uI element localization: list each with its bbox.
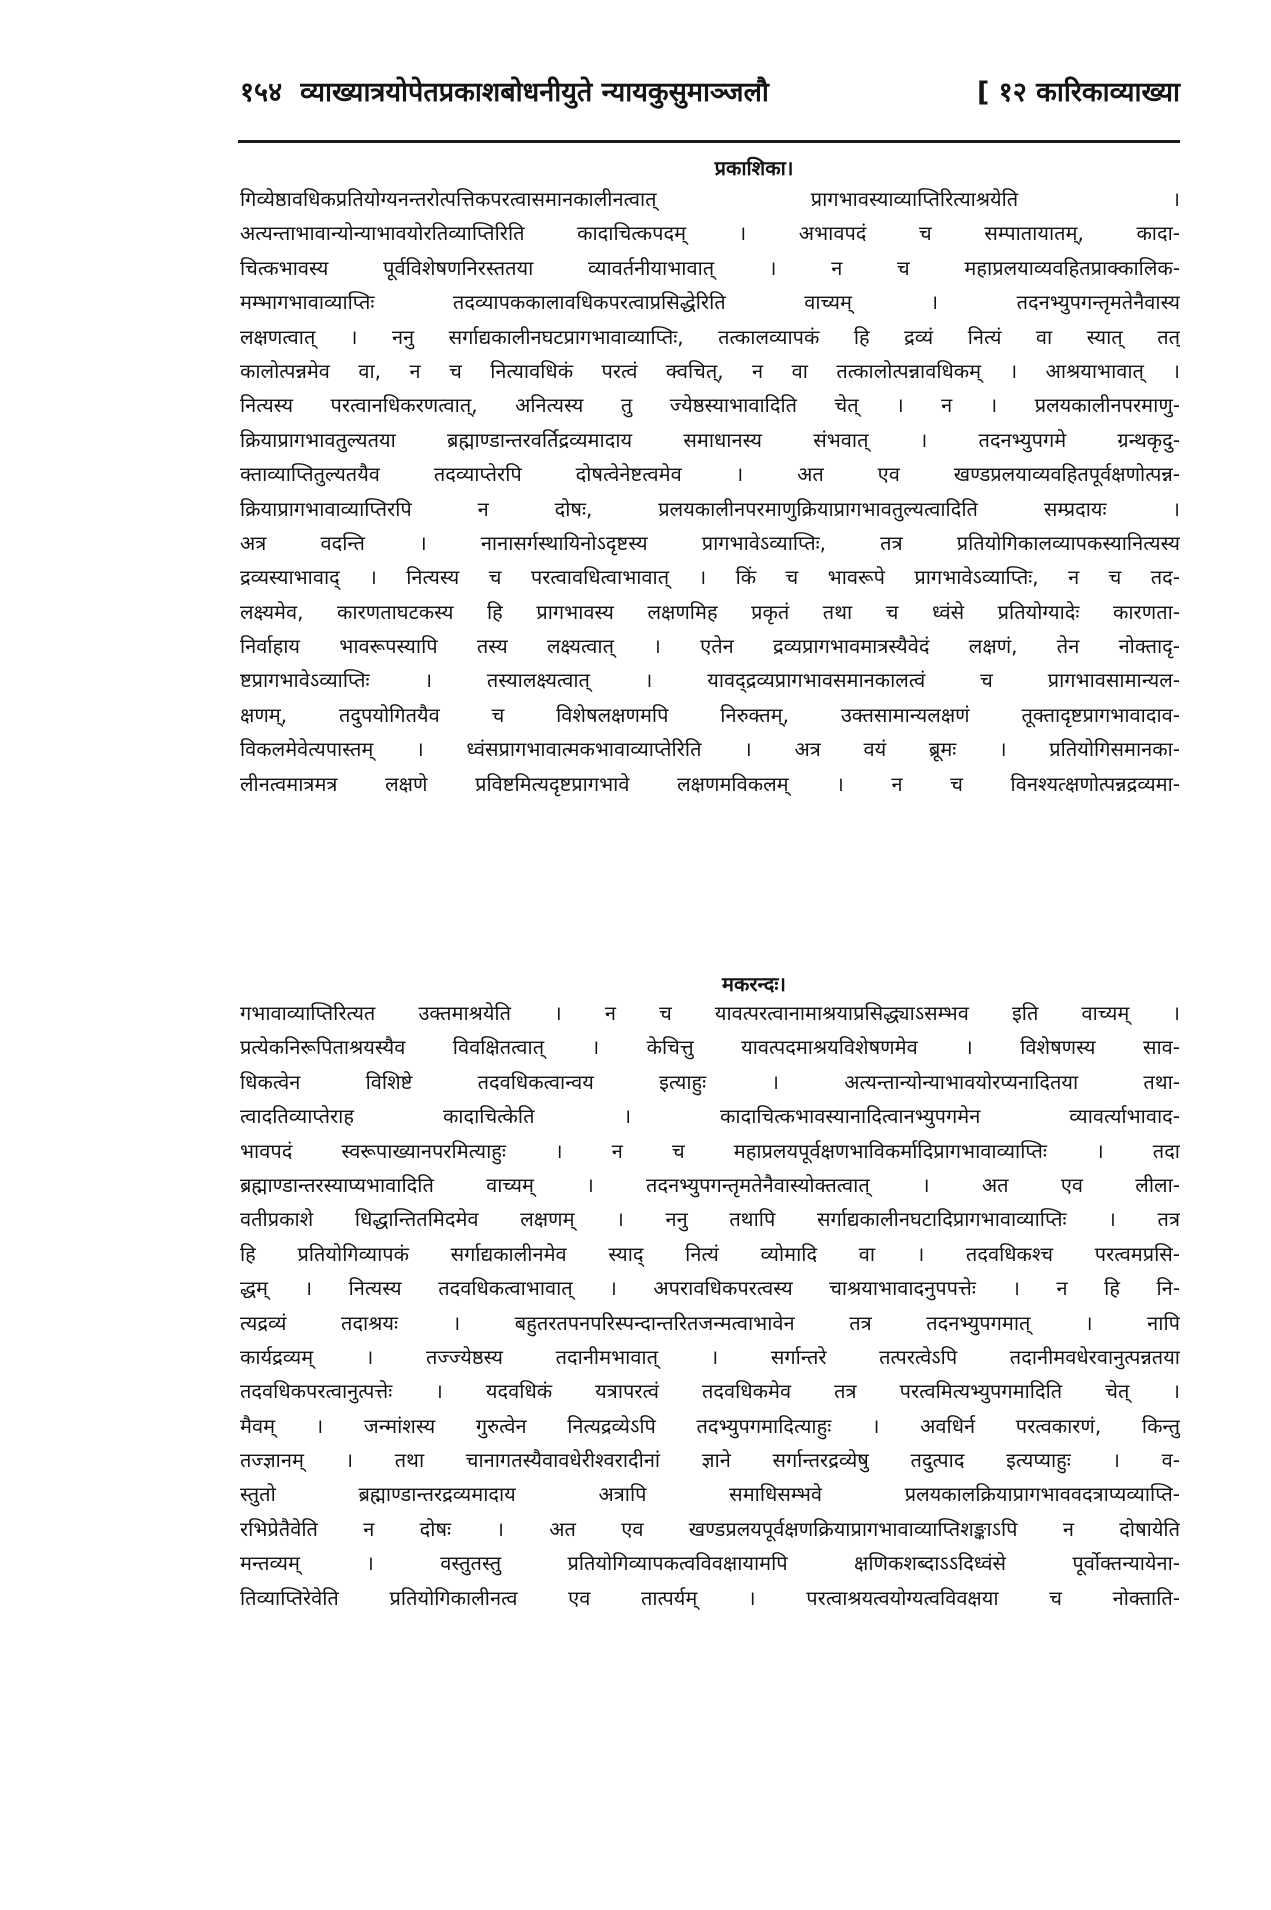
- text-line: लीनत्वमात्रमत्र लक्षणे प्रविष्टमित्यदृष्टप्रागभावे लक्षणमविकलम् । न च विनश्यत्क्षणोत्पन्नद्रव्यमा-: [240, 771, 1180, 796]
- commentary-block-prakashika: [240, 182, 1180, 801]
- text-line: क्रियाप्रागभावतुल्यतया ब्रह्माण्डान्तरवर्तिद्रव्यमादाय समाधानस्य संभवात् । तदनभ्युपगमे ग्रन्थकृदु-: [240, 427, 1180, 452]
- text-line: ष्टप्रागभावेऽव्याप्तिः । तस्यालक्ष्यत्वात् । यावद्द्रव्यप्रागभावसमानकालत्वं च प्रागभावसामान्यल-: [240, 668, 1180, 693]
- page-number: १५४: [240, 77, 283, 108]
- text-line: गिव्येष्ठावधिकप्रतियोग्यनन्तरोत्पत्तिकपरत्वासमानकालीनत्वात् प्रागभावस्याव्याप्तिरित्याश्रयेति ।: [240, 187, 1180, 211]
- text-line: तज्ज्ञानम् । तथा चानागतस्यैवावधेरीश्वरादीनां ज्ञाने सर्गान्तरद्रव्येषु तदुत्पाद इत्यप्याहुः । व-: [240, 1448, 1180, 1473]
- text-line: नित्यस्य परत्वानधिकरणत्वात्, अनित्यस्य तु ज्येष्ठस्याभावादिति चेत् । न । प्रलयकालीनपरमाणु-: [240, 393, 1180, 418]
- text-line: क्ताव्याप्तितुल्यतयैव तदव्याप्तेरपि दोषत्वेनेष्टत्वमेव । अत एव खण्डप्रलयाव्यवहितपूर्वक्षणोत्पन्न-: [240, 462, 1180, 487]
- running-header: [240, 72, 1180, 116]
- section-heading-text: प्रकाशिका।: [714, 156, 794, 180]
- text-line: हि प्रतियोगिव्यापकं सर्गाद्यकालीनमेव स्याद् नित्यं व्योमादि वा । तदवधिकश्च परत्वमप्रसि-: [240, 1241, 1180, 1266]
- text-line: निर्वाहाय भावरूपस्यापि तस्य लक्ष्यत्वात् । एतेन द्रव्यप्रागभावमात्रस्यैवेदं लक्षणं, तेन नोक्तादृ-: [240, 634, 1180, 659]
- text-line: लक्षणत्वात् । ननु सर्गाद्यकालीनघटप्रागभावाव्याप्तिः, तत्कालव्यापकं हि द्रव्यं नित्यं वा स्यात् तत्: [240, 324, 1180, 349]
- text-line: भावपदं स्वरूपाख्यानपरमित्याहुः । न च महाप्रलयपूर्वक्षणभाविकर्मादिप्रागभावाव्याप्तिः । तदा: [240, 1138, 1180, 1163]
- text-line: त्वादतिव्याप्तेराह कादाचित्केति । कादाचित्कभावस्यानादित्वानभ्युपगमेन व्यावर्त्याभावाद-: [240, 1104, 1180, 1129]
- text-line: अत्यन्ताभावान्योन्याभावयोरतिव्याप्तिरिति कादाचित्कपदम् । अभावपदं च सम्पातायातम्, कादा-: [240, 221, 1180, 246]
- text-line: तदवधिकपरत्वानुत्पत्तेः । यदवधिकं यत्रापरत्वं तदवधिकमेव तत्र परत्वमित्यभ्युपगमादिति चेत् ।: [240, 1379, 1180, 1404]
- text-line: रभिप्रेतैवेति न दोषः । अत एव खण्डप्रलयपूर्वक्षणक्रियाप्रागभावाव्याप्तिशङ्काऽपि न दोषायेति: [240, 1516, 1180, 1541]
- text-line: विकलमेवेत्यपास्तम् । ध्वंसप्रागभावात्मकभावाव्याप्तेरिति । अत्र वयं ब्रूमः । प्रतियोगिसमानका-: [240, 737, 1180, 762]
- section-heading-makaranda: [238, 970, 1180, 997]
- text-line: अत्र वदन्ति । नानासर्गस्थायिनोऽदृष्टस्य प्रागभावेऽव्याप्तिः, तत्र प्रतियोगिकालव्यापकस्यानित्यस्य: [240, 530, 1180, 555]
- text-line: कालोत्पन्नमेव वा, न च नित्यावधिकं परत्वं क्वचित्, न वा तत्कालोत्पन्नावधिकम् । आश्रयाभावात् ।: [240, 358, 1180, 383]
- text-line: लक्ष्यमेव, कारणताघटकस्य हि प्रागभावस्य लक्षणमिह प्रकृतं तथा च ध्वंसे प्रतियोग्यादेः कारणता-: [240, 599, 1180, 624]
- text-line: मन्तव्यम् । वस्तुतस्तु प्रतियोगिव्यापकत्वविवक्षायामपि क्षणिकशब्दाऽऽदिध्वंसे पूर्वोक्तन्यायेना-: [240, 1551, 1180, 1576]
- text-line: वतीप्रकाशे धिद्धान्तितमिदमेव लक्षणम् । ननु तथापि सर्गाद्यकालीनघटादिप्रागभावाव्याप्तिः । तत्र: [240, 1207, 1180, 1232]
- text-line: प्रत्येकनिरूपिताश्रयस्यैव विवक्षितत्वात् । केचित्तु यावत्पदमाश्रयविशेषणमेव । विशेषणस्य साव-: [240, 1035, 1180, 1060]
- text-line: गभावाव्याप्तिरित्यत उक्तमाश्रयेति । न च यावत्परत्वानामाश्रयाप्रसिद्ध्याऽसम्भव इति वाच्यम् ।: [240, 1001, 1180, 1025]
- text-line: स्तुतो ब्रह्माण्डान्तरद्रव्यमादाय अत्रापि समाधिसम्भवे प्रलयकालक्रियाप्रागभाववदत्राप्यव्याप्ति-: [240, 1482, 1180, 1507]
- text-line: चित्कभावस्य पूर्वविशेषणनिरस्ततया व्यावर्तनीयाभावात् । न च महाप्रलयाव्यवहितप्राक्कालिक-: [240, 255, 1180, 280]
- book-title: व्याख्यात्रयोपेतप्रकाशबोधनीयुते न्यायकुसुमाञ्जलौ: [300, 77, 769, 108]
- text-line: धिकत्वेन विशिष्टे तदवधिकत्वान्वय इत्याहुः । अत्यन्तान्योन्याभावयोरप्यनादितया तथा-: [240, 1069, 1180, 1094]
- text-line: मैवम् । जन्मांशस्य गुरुत्वेन नित्यद्रव्येऽपि तदभ्युपगमादित्याहुः । अवधिर्न परत्वकारणं, किन्तु: [240, 1413, 1180, 1438]
- text-line: कार्यद्रव्यम् । तज्ज्येष्ठस्य तदानीमभावात् । सर्गान्तरे तत्परत्वेऽपि तदानीमवधेरवानुत्पन्नतया: [240, 1344, 1180, 1369]
- text-line: मम्भागभावाव्याप्तिः तदव्यापककालावधिकपरत्वाप्रसिद्धेरिति वाच्यम् । तदनभ्युपगन्तृमतेनैवास्य: [240, 290, 1180, 315]
- section-heading-prakashika: [238, 154, 1180, 181]
- text-line: क्षणम्, तदुपयोगितयैव च विशेषलक्षणमपि निरुक्तम्, उक्तसामान्यलक्षणं तूक्तादृष्टप्रागभावादाव-: [240, 702, 1180, 727]
- commentary-block-makaranda: [240, 996, 1180, 1615]
- header-rule: [238, 140, 1180, 143]
- text-line: त्यद्रव्यं तदाश्रयः । बहुतरतपनपरिस्पन्दान्तरितजन्मत्वाभावेन तत्र तदनभ्युपगमात् । नापि: [240, 1310, 1180, 1335]
- text-line: द्रव्यस्याभावाद् । नित्यस्य च परत्वावधित्वाभावात् । किं च भावरूपे प्रागभावेऽव्याप्तिः, न च तद-: [240, 565, 1180, 590]
- text-line: ब्रह्माण्डान्तरस्याप्यभावादिति वाच्यम् । तदनभ्युपगन्तृमतेनैवास्योक्तत्वात् । अत एव लीला-: [240, 1172, 1180, 1197]
- section-heading-text: मकरन्दः।: [722, 972, 786, 996]
- text-line: द्धम् । नित्यस्य तदवधिकत्वाभावात् । अपरावधिकपरत्वस्य चाश्रयाभावादनुपपत्तेः । न हि नि-: [240, 1276, 1180, 1301]
- text-line: क्रियाप्रागभावाव्याप्तिरपि न दोषः, प्रलयकालीनपरमाणुक्रियाप्रागभावतुल्यत्वादिति सम्प्रदायः ।: [240, 496, 1180, 521]
- text-line: तिव्याप्तिरेवेति प्रतियोगिकालीनत्व एव तात्पर्यम् । परत्वाश्रयत्वयोग्यत्वविवक्षया च नोक्ताति-: [240, 1585, 1180, 1610]
- running-header-section: [ १२ कारिकाव्याख्या: [976, 77, 1180, 108]
